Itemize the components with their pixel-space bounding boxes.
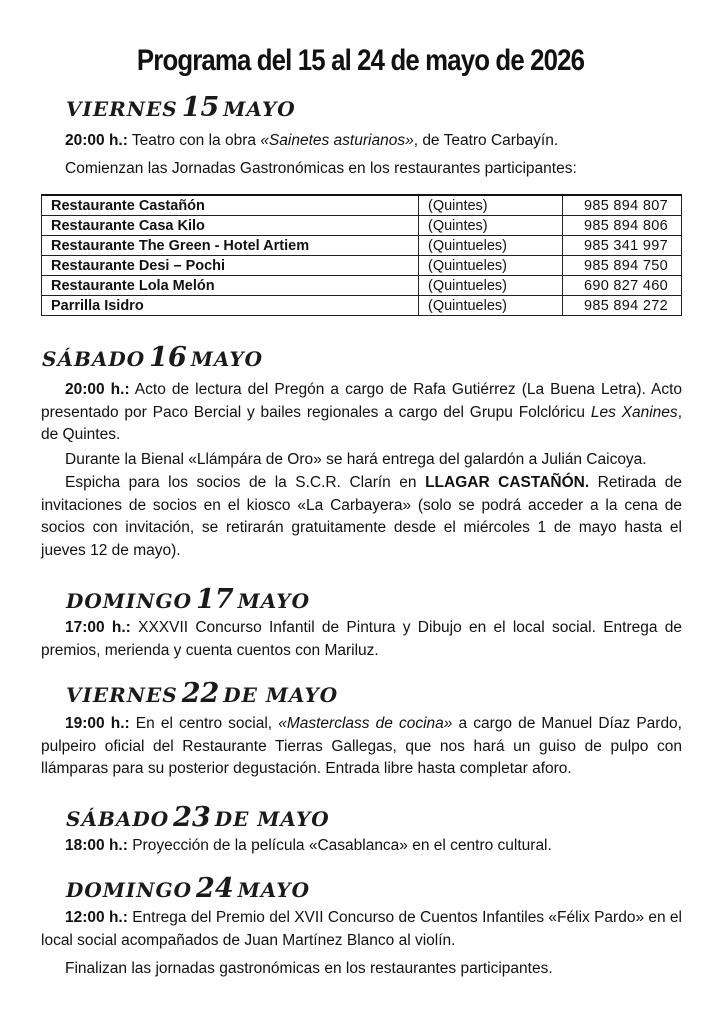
play-title: «Sainetes asturianos» (260, 132, 414, 149)
restaurant-row (42, 195, 682, 216)
text: a cargo de Manuel Díaz Pardo, pulpeiro oficial del Restaurante Tierras Gallegas, que nos hará un guiso de pulpo con llámparas para su posterior degustación. Entrada libre hasta completar aforo. (41, 715, 682, 777)
paragraph (41, 379, 682, 447)
restaurant-location: (Quintes) (419, 195, 563, 216)
day-number: 16 (149, 342, 187, 373)
day-weekday: SÁBADO (42, 347, 146, 371)
restaurant-phone: 985 894 750 (563, 256, 682, 276)
restaurant-row (42, 296, 682, 316)
restaurant-phone: 985 894 272 (563, 296, 682, 316)
restaurant-name: Restaurante Castañón (42, 195, 419, 216)
restaurant-location: (Quintes) (419, 216, 563, 236)
paragraph (41, 713, 682, 781)
event-time: 12:00 h.: (65, 909, 128, 926)
day-heading-sunday-17 (66, 584, 310, 615)
text: XXXVII Concurso Infantil de Pintura y Dibujo en el local social. Entrega de premios, merienda y cuenta cuentos con Mariluz. (41, 619, 682, 659)
restaurant-row (42, 236, 682, 256)
restaurant-phone: 985 894 807 (563, 195, 682, 216)
paragraph (41, 158, 682, 181)
day-heading-friday-22 (66, 678, 338, 709)
paragraph (41, 449, 682, 472)
paragraph (41, 472, 682, 562)
text: , de Quintes. (41, 403, 682, 443)
day-weekday: SÁBADO (66, 807, 170, 831)
event-title: «Masterclass de cocina» (278, 715, 453, 732)
restaurant-name: Restaurante Desi – Pochi (42, 256, 419, 276)
restaurant-row (42, 276, 682, 296)
text: Durante la Bienal «Llámpára de Oro» se hará entrega del galardón a Julián Caicoya. (65, 451, 647, 468)
day-weekday: DOMINGO (66, 878, 193, 902)
event-time: 20:00 h.: (65, 132, 128, 149)
day-weekday: DOMINGO (66, 589, 193, 613)
restaurant-phone: 985 341 997 (563, 236, 682, 256)
restaurants-table (41, 194, 682, 316)
restaurant-name: Parrilla Isidro (42, 296, 419, 316)
paragraph (41, 835, 682, 858)
event-time: 19:00 h.: (65, 715, 130, 732)
event-time: 18:00 h.: (65, 837, 128, 854)
restaurant-name: Restaurante Lola Melón (42, 276, 419, 296)
restaurant-location: (Quintueles) (419, 276, 563, 296)
day-weekday: VIERNES (66, 683, 178, 707)
event-time: 20:00 h.: (65, 381, 130, 398)
day-heading-saturday-16 (42, 342, 263, 373)
page-title: Programa del 15 al 24 de mayo de 2026 (136, 44, 585, 77)
restaurant-name: Restaurante The Green - Hotel Artiem (42, 236, 419, 256)
restaurant-phone: 690 827 460 (563, 276, 682, 296)
event-time: 17:00 h.: (65, 619, 131, 636)
restaurant-location: (Quintueles) (419, 256, 563, 276)
restaurant-location: (Quintueles) (419, 296, 563, 316)
day-weekday: VIERNES (66, 97, 178, 121)
restaurant-name: Restaurante Casa Kilo (42, 216, 419, 236)
text: Acto de lectura del Pregón a cargo de Rafa Gutiérrez (La Buena Letra). Acto presentado por Paco Bercial y bailes regionales a cargo del Grupu Folclóricu (41, 381, 682, 421)
day-heading-sunday-24 (66, 873, 310, 904)
day-heading-saturday-23 (66, 802, 330, 833)
paragraph (41, 907, 682, 952)
day-month: MAYO (223, 97, 296, 121)
day-month: MAYO (237, 878, 310, 902)
text: Retirada de invitaciones de socios en el kiosco «La Carbayera» (solo se podrá acceder a la cena de socios con invitación, se retirarán gratuitamente desde el miércoles 1 de mayo hasta el jueves 12 de mayo). (41, 474, 682, 559)
day-month: DE MAYO (223, 683, 339, 707)
text: Comienzan las Jornadas Gastronómicas en los restaurantes participantes: (65, 160, 577, 177)
text: Proyección de la película «Casablanca» en el centro cultural. (127, 837, 552, 854)
paragraph (41, 617, 682, 662)
group-name: Les Xanines (590, 403, 678, 421)
text: Espicha para los socios de la S.C.R. Clarín en (65, 474, 426, 491)
day-heading-friday-15 (66, 92, 296, 123)
day-month: MAYO (190, 347, 264, 371)
text: Finalizan las jornadas gastronómicas en los restaurantes participantes. (65, 960, 553, 977)
day-number: 17 (196, 584, 234, 615)
day-number: 24 (196, 873, 234, 904)
day-month: MAYO (237, 589, 310, 613)
restaurant-row (42, 216, 682, 236)
text: Teatro con la obra (127, 132, 261, 149)
restaurant-phone: 985 894 806 (563, 216, 682, 236)
text: En el centro social, (129, 715, 279, 732)
restaurant-location: (Quintueles) (419, 236, 563, 256)
paragraph (41, 958, 682, 981)
paragraph (41, 130, 682, 153)
day-number: 15 (181, 92, 220, 123)
venue-name: LLAGAR CASTAÑÓN. (425, 474, 590, 491)
restaurant-row (42, 256, 682, 276)
text: Entrega del Premio del XVII Concurso de Cuentos Infantiles «Félix Pardo» en el local social acompañados de Juan Martínez Blanco al violín. (41, 909, 682, 949)
day-number: 22 (181, 678, 220, 709)
day-number: 23 (173, 802, 211, 833)
day-month: DE MAYO (214, 807, 330, 831)
text: , de Teatro Carbayín. (413, 132, 559, 149)
